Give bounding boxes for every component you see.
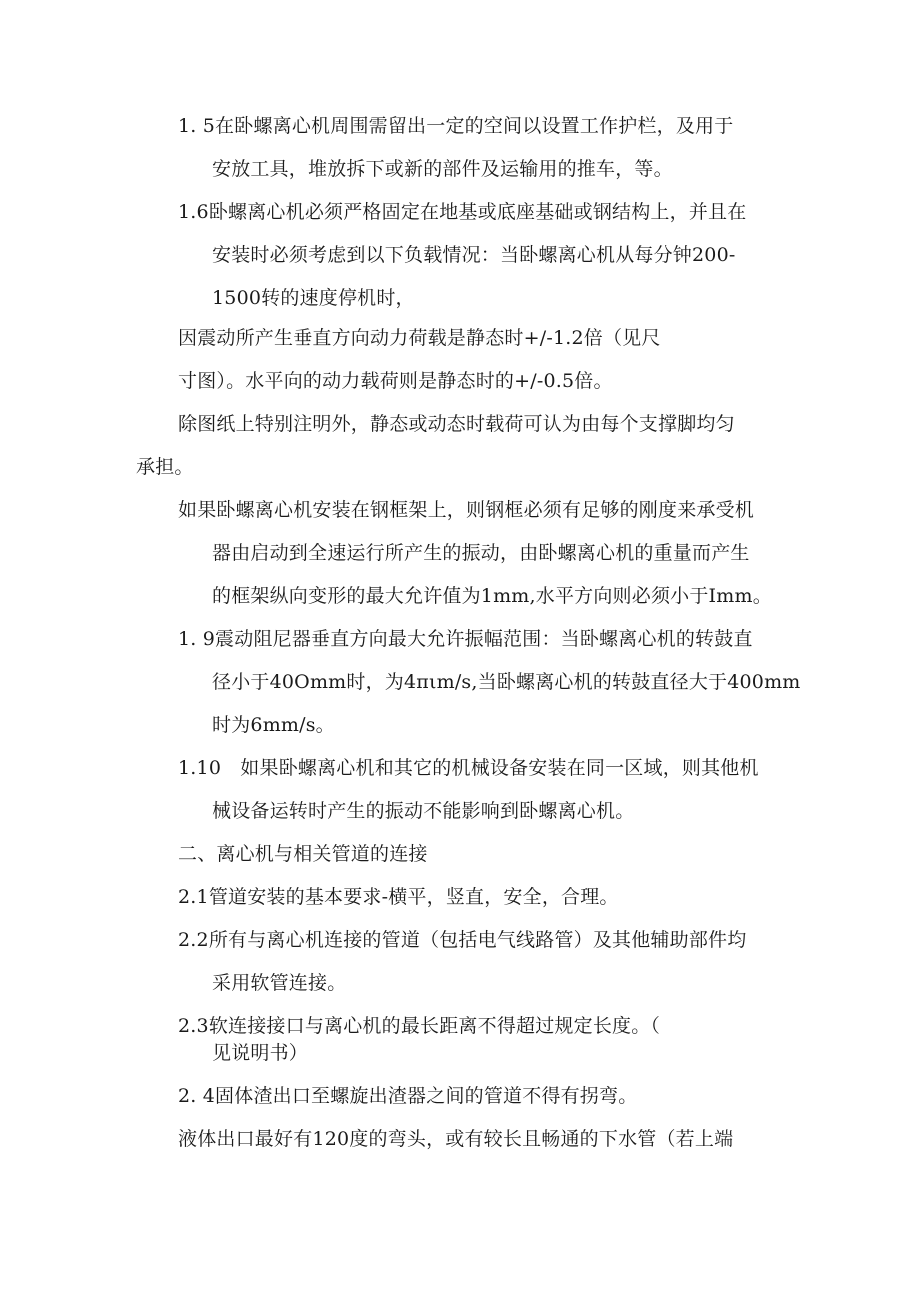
text-line: 见说明书） [212,1042,309,1064]
text-line: 2.3软连接接口与离心机的最长距离不得超过规定长度。（ [178,1015,661,1037]
text-line: 1.6卧螺离心机必须严格固定在地基或底座基础或钢结构上，并且在 [178,201,747,223]
text-line: 时为6mm∕s。 [212,714,335,736]
text-line: 1.10 如果卧螺离心机和其它的机械设备安装在同一区域，则其他机 [178,757,759,779]
text-line: 1500转的速度停机时， [212,287,415,309]
text-line: 寸图）。水平向的动力载荷则是静态时的+/-0.5倍。 [178,370,613,392]
text-line: 如果卧螺离心机安装在钢框架上，则钢框必须有足够的刚度来承受机 [178,499,755,521]
section-heading: 二、离心机与相关管道的连接 [178,843,428,865]
text-line: 械设备运转时产生的振动不能影响到卧螺离心机。 [212,800,635,822]
text-line: 径小于40Omm时，为4πιm∕s,当卧螺离心机的转鼓直径大于400mm [212,671,801,693]
text-line: 安装时必须考虑到以下负载情况：当卧螺离心机从每分钟200- [212,244,736,266]
text-line: 器由启动到全速运行所产生的振动，由卧螺离心机的重量而产生 [212,542,750,564]
text-line: 液体出口最好有120度的弯头，或有较长且畅通的下水管（若上端 [178,1128,734,1150]
text-line: 2. 4固体渣出口至螺旋出渣器之间的管道不得有拐弯。 [178,1085,638,1107]
text-line: 承担。 [136,456,194,478]
text-line: 采用软管连接。 [212,972,347,994]
text-line: 因震动所产生垂直方向动力荷载是静态时+/-1.2倍（见尺 [178,327,661,349]
text-line: 安放工具，堆放拆下或新的部件及运输用的推车，等。 [212,158,673,180]
text-line: 1. 5在卧螺离心机周围需留出一定的空间以设置工作护栏，及用于 [178,115,734,137]
text-line: 1. 9震动阻尼器垂直方向最大允许振幅范围：当卧螺离心机的转鼓直 [178,628,753,650]
text-line: 2.1管道安装的基本要求-横平，竖直，安全，合理。 [178,886,619,908]
text-line: 的框架纵向变形的最大允许值为1mm,水平方向则必须小于Imm。 [212,585,772,607]
text-line: 2.2所有与离心机连接的管道（包括电气线路管）及其他辅助部件均 [178,929,747,951]
text-line: 除图纸上特别注明外，静态或动态时载荷可认为由每个支撑脚均匀 [178,413,735,435]
